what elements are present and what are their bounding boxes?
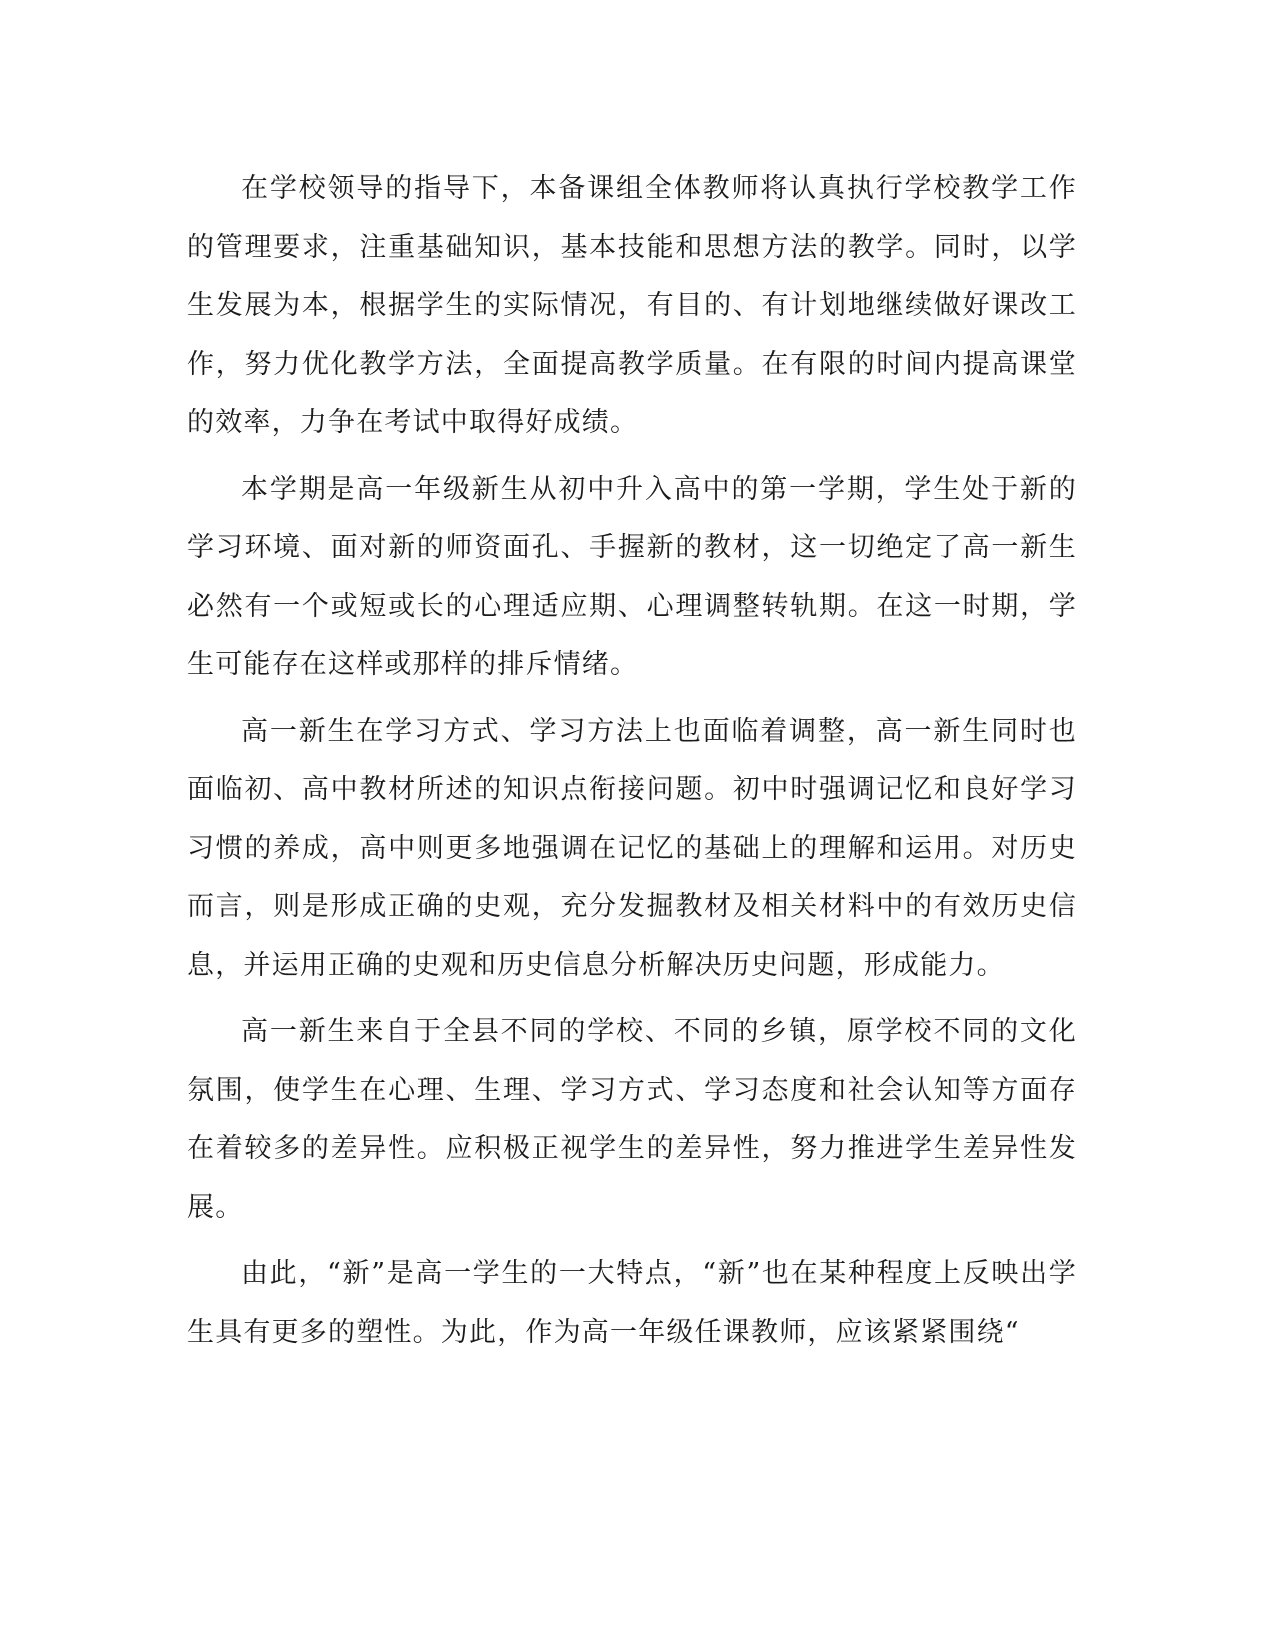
paragraph-2: 本学期是高一年级新生从初中升入高中的第一学期，学生处于新的学习环境、面对新的师资面孔、手握新的教材，这一切绝定了高一新生必然有一个或短或长的心理适应期、心理调整转轨期。在这一时期，学生可能存在这样或那样的排斥情绪。 [187,473,1077,680]
paragraph-4: 高一新生来自于全县不同的学校、不同的乡镇，原学校不同的文化氛围，使学生在心理、生理、学习方式、学习态度和社会认知等方面存在着较多的差异性。应积极正视学生的差异性，努力推进学生差异性发展。 [187,1016,1077,1223]
paragraph-3: 高一新生在学习方式、学习方法上也面临着调整，高一新生同时也面临初、高中教材所述的知识点衔接问题。初中时强调记忆和良好学习习惯的养成，高中则更多地强调在记忆的基础上的理解和运用。对历史而言，则是形成正确的史观，充分发掘教材及相关材料中的有效历史信息，并运用正确的史观和历史信息分析解决历史问题，形成能力。 [187,715,1077,981]
document-body [187,160,1077,1370]
paragraph-5: 由此，“新”是高一学生的一大特点，“新”也在某种程度上反映出学生具有更多的塑性。为此，作为高一年级任课教师，应该紧紧围绕“ [187,1258,1077,1348]
paragraph-1: 在学校领导的指导下，本备课组全体教师将认真执行学校教学工作的管理要求，注重基础知识，基本技能和思想方法的教学。同时，以学生发展为本，根据学生的实际情况，有目的、有计划地继续做好课改工作，努力优化教学方法，全面提高教学质量。在有限的时间内提高课堂的效率，力争在考试中取得好成绩。 [187,173,1077,438]
